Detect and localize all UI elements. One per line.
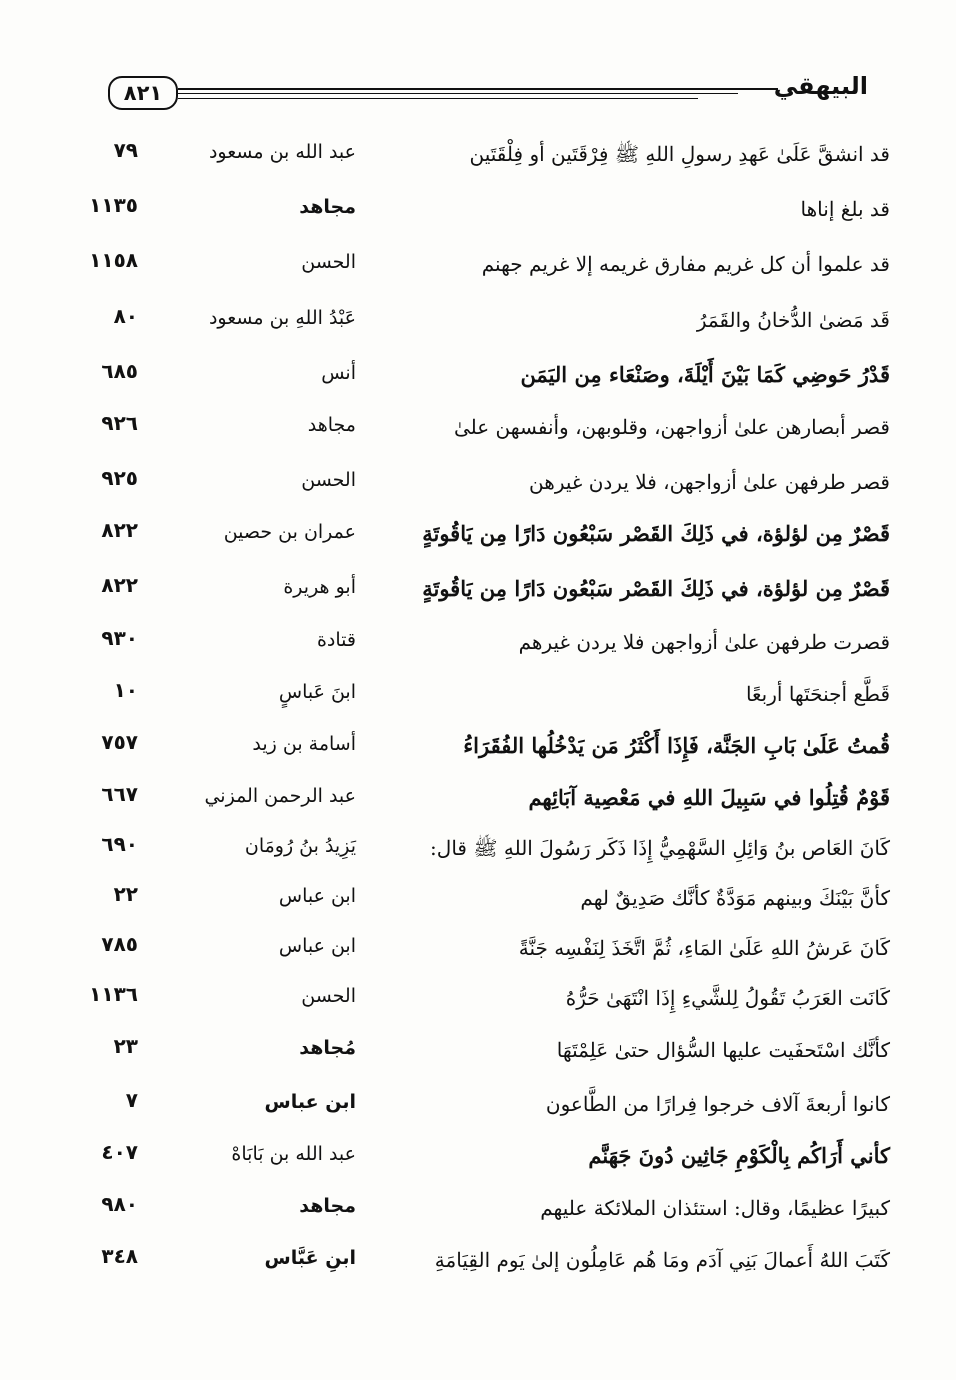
entry-narrator: عمران بن حصين (223, 521, 356, 543)
entry-page: ٨٢٢ (101, 518, 138, 542)
entry-page: ٧٨٥ (101, 932, 138, 956)
entry-text: قَوْمٌ قُتِلُوا في سَبِيلَ اللهِ في مَعْصِية آبَائِهم (528, 785, 890, 810)
index-row (0, 407, 956, 447)
entry-text: قصرت طرفهن علىٰ أزواجهن فلا يردن غيرهم (518, 630, 890, 654)
entry-text: كَتَبَ اللهُ أَعمالَ بَنِي آدَم ومَا هُم عَامِلُون إلىٰ يَوم القِيَامَةِ (434, 1248, 890, 1272)
entry-narrator: عبد الرحمن المزني (204, 785, 356, 807)
entry-page: ٦٦٧ (101, 782, 138, 806)
entry-page: ٣٤٨ (101, 1244, 138, 1268)
entry-text: قصر طرفهن علىٰ أزواجهن، فلا يردن غيرهن (529, 470, 890, 494)
entry-text: كأنَّك اسْتَحفَيت عليها السُّؤال حتىٰ عَلِمْتَهَا (556, 1038, 890, 1062)
index-row (0, 300, 956, 340)
entry-text: قَدْرُ حَوضِي كَمَا بَيْنَ أَيْلَةَ، وصَنْعَاء مِن اليَمَن (520, 362, 890, 387)
entry-narrator: مجاهد (307, 414, 356, 436)
entry-narrator: ابنَ عَباسٍ (278, 681, 356, 703)
entry-narrator: ابن عباس (278, 885, 356, 907)
entry-narrator: الحسن (301, 985, 356, 1007)
entry-text: قَد مَضىٰ الدُّخانُ والقَمَرُ (696, 308, 890, 332)
index-row (0, 1240, 956, 1280)
entry-text: كَانَ العَاص بنُ وَائِلِ السَّهْمِيُّ إِذَا ذَكَر رَسُولَ اللهِ ﷺ قال: (430, 836, 890, 860)
entry-text: كَانَ عَرشُ اللهِ عَلَىٰ المَاءِ، ثُمَّ اتَّخَذَ لِنَفْسِه جَنَّةً (518, 936, 890, 960)
index-row (0, 189, 956, 229)
index-row (0, 674, 956, 714)
entry-narrator: مُجاهد (299, 1037, 356, 1059)
index-row (0, 462, 956, 502)
entry-page: ١١٣٥ (89, 193, 138, 217)
entry-narrator: عبد الله بن مسعود (208, 141, 356, 163)
entry-page: ٧٥٧ (101, 730, 138, 754)
entry-narrator: ابنِ عَبَّاس (264, 1247, 356, 1269)
entry-page: ٧ (125, 1088, 138, 1112)
entry-page: ٨٠ (113, 304, 138, 328)
entry-text: قُمتُ عَلَىٰ بَابِ الجَنَّة، فَإِذَا أَكْثَرُ مَن يَدْخُلُها الفُقَرَاءُ (463, 733, 890, 758)
entry-text: كأنَّ بَيْنَكَ وبينهم مَوَدَّةٌ كأنَّك صَدِيقٌ لهم (580, 886, 890, 910)
entry-text: كانوا أربعةَ آلاف خرجوا فِرارًا من الطَّاعون (545, 1092, 890, 1116)
entry-narrator: مجاهد (299, 196, 356, 218)
entry-page: ٢٢ (113, 882, 138, 906)
index-row (0, 1136, 956, 1176)
entry-page: ٢٣ (113, 1034, 138, 1058)
index-row (0, 569, 956, 609)
entry-narrator: أسامة بن زيد (252, 733, 356, 755)
index-row (0, 355, 956, 395)
index-row (0, 1030, 956, 1070)
index-row (0, 828, 956, 868)
entry-page: ٩٢٥ (101, 466, 138, 490)
entry-text: كَانَت العَرَبُ تَقُولُ لِلشَّيءِ إِذَا انْتَهَىٰ حَرُّهُ (565, 986, 890, 1010)
page-number: ٨٢١ (108, 76, 178, 110)
entry-text: كأني أَرَاكُم بِالْكَوْمِ جَاثِين دُونَ جَهَنَّم (588, 1143, 890, 1168)
entry-text: قصر أبصارهن علىٰ أزواجهن، وقلوبهن، وأنفسهن علىٰ (453, 415, 890, 439)
index-row (0, 726, 956, 766)
index-row (0, 778, 956, 818)
entry-text: كبيرًا عظيمًا، وقال: استئذان الملائكة عليهم (540, 1196, 890, 1220)
index-row (0, 1188, 956, 1228)
index-row (0, 928, 956, 968)
entry-narrator: ابن عباس (264, 1091, 356, 1113)
entry-narrator: مجاهد (299, 1195, 356, 1217)
entry-page: ٦٩٠ (101, 832, 138, 856)
entry-text: قَطَّع أجنحَتَها أربعًا (745, 682, 890, 706)
index-row (0, 134, 956, 174)
index-row (0, 514, 956, 554)
entry-text: قد علموا أن كل غريم مفارق غريمه إلا غريم جهنم (481, 252, 890, 276)
index-row (0, 878, 956, 918)
entry-page: ٤٠٧ (101, 1140, 138, 1164)
entry-narrator: أبو هريرة (283, 576, 356, 598)
entry-page: ١١٥٨ (89, 248, 138, 272)
entry-narrator: الحسن (301, 251, 356, 273)
index-row (0, 1084, 956, 1124)
entry-page: ٦٨٥ (101, 359, 138, 383)
entry-narrator: عبد الله بن بَابَاهْ (231, 1143, 356, 1165)
entry-narrator: أنس (321, 362, 356, 384)
entry-page: ١١٣٦ (89, 982, 138, 1006)
entry-narrator: عَبْدُ اللهِ بن مسعود (208, 307, 356, 329)
entry-text: قد بلغ إناها (800, 197, 890, 221)
entry-page: ٩٢٦ (101, 411, 138, 435)
entry-page: ٨٢٢ (101, 573, 138, 597)
entry-page: ٩٨٠ (101, 1192, 138, 1216)
index-row (0, 244, 956, 284)
entry-text: قد انشقَّ عَلَىٰ عَهدِ رسولِ اللهِ ﷺ فِرْقَتَين أو فِلْقَتَين (469, 142, 890, 166)
entry-narrator: ابن عباس (278, 935, 356, 957)
running-title: البيهقي (773, 72, 868, 100)
entry-page: ١٠ (113, 678, 138, 702)
index-row (0, 978, 956, 1018)
entry-narrator: قتادة (316, 629, 356, 651)
entry-page: ٧٩ (113, 138, 138, 162)
entry-narrator: يَزِيدُ بنُ رُومَان (244, 835, 356, 857)
entry-text: قَصْرٌ مِن لؤلؤة، في ذَلِكَ القَصْر سَبْعُون دَارًا مِن يَاقُوتَةٍ (422, 576, 890, 601)
entry-page: ٩٣٠ (101, 626, 138, 650)
entry-text: قَصْرٌ مِن لؤلؤة، في ذَلِكَ القَصْر سَبْعُون دَارًا مِن يَاقُوتَةٍ (422, 521, 890, 546)
entry-narrator: الحسن (301, 469, 356, 491)
index-row (0, 622, 956, 662)
